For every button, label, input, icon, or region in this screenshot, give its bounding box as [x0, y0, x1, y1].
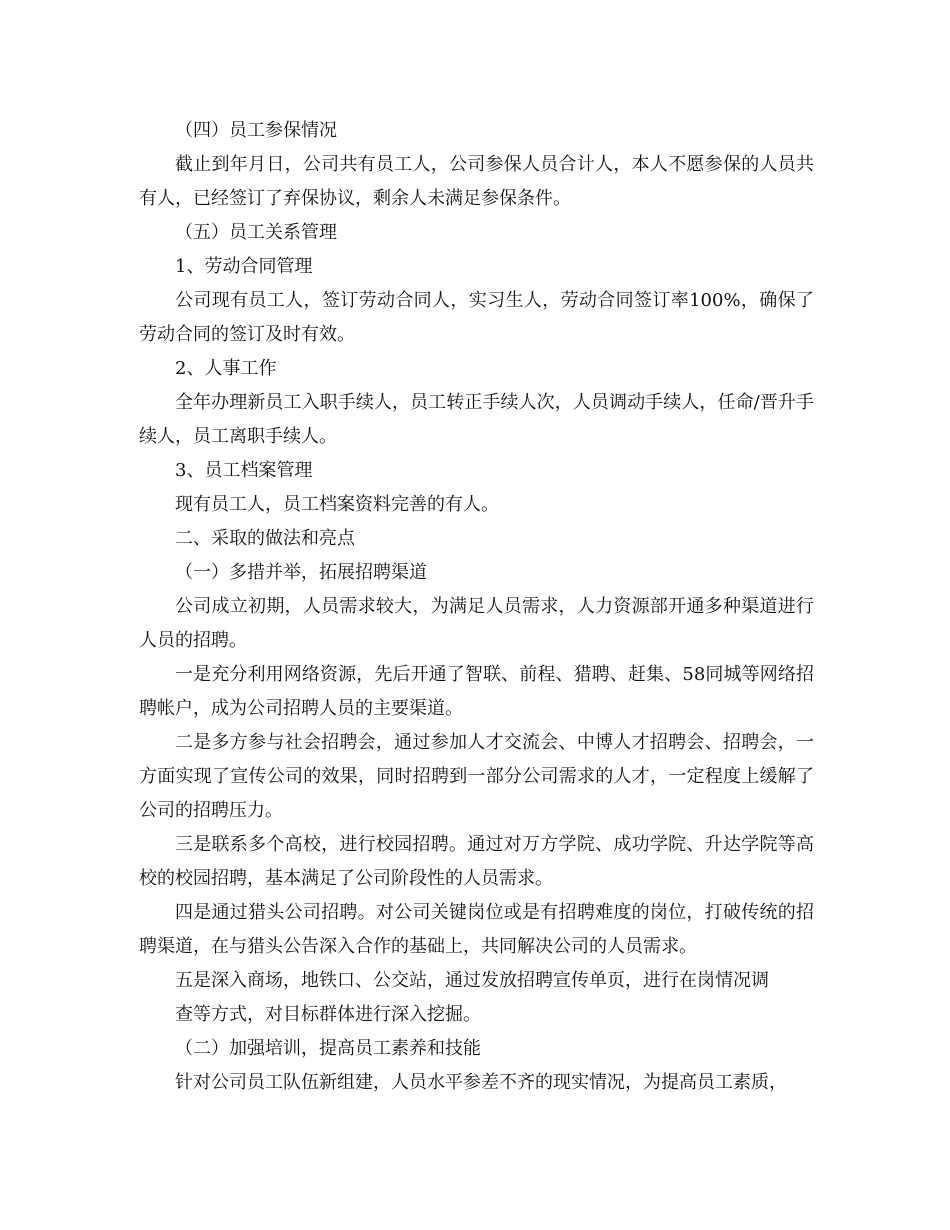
- paragraph-personnel: 全年办理新员工入职手续人，员工转正手续人次，人员调动手续人，任命/晋升手续人，员工离职手续人。: [139, 392, 814, 447]
- paragraph-recruitment-online: 一是充分利用网络资源，先后开通了智联、前程、猎聘、赶集、58同城等网络招聘帐户，成为公司招聘人员的主要渠道。: [139, 664, 814, 719]
- paragraph-recruitment-flyers: 五是深入商场，地铁口、公交站，通过发放招聘宣传单页，进行在岗情况调: [175, 970, 769, 991]
- subheading-labor-contract: 1、劳动合同管理: [175, 256, 313, 277]
- paragraph-recruitment-fairs: 二是多方参与社会招聘会，通过参加人才交流会、中博人才招聘会、招聘会，一方面实现了宣传公司的效果，同时招聘到一部分公司需求的人才，一定程度上缓解了公司的招聘压力。: [139, 732, 814, 821]
- subheading-recruitment: （一）多措并举，拓展招聘渠道: [175, 562, 427, 583]
- section-heading-practices: 二、采取的做法和亮点: [175, 528, 355, 549]
- section-heading-insurance: （四）员工参保情况: [175, 120, 337, 141]
- subheading-personnel: 2、人事工作: [175, 358, 277, 379]
- paragraph-recruitment-flyers-cont: 查等方式，对目标群体进行深入挖掘。: [175, 1004, 481, 1025]
- subheading-archives: 3、员工档案管理: [175, 460, 313, 481]
- section-heading-relations: （五）员工关系管理: [175, 222, 337, 243]
- paragraph-recruitment-campus: 三是联系多个高校，进行校园招聘。通过对万方学院、成功学院、升达学院等高校的校园招聘，基本满足了公司阶段性的人员需求。: [139, 834, 814, 889]
- paragraph-recruitment-headhunter: 四是通过猎头公司招聘。对公司关键岗位或是有招聘难度的岗位，打破传统的招聘渠道，在与猎头公告深入合作的基础上，共同解决公司的人员需求。: [139, 902, 814, 957]
- paragraph-insurance: 截止到年月日，公司共有员工人，公司参保人员合计人，本人不愿参保的人员共有人，已经签订了弃保协议，剩余人未满足参保条件。: [139, 154, 814, 209]
- paragraph-archives: 现有员工人，员工档案资料完善的有人。: [175, 494, 499, 515]
- paragraph-labor-contract: 公司现有员工人，签订劳动合同人，实习生人，劳动合同签订率100%，确保了劳动合同的签订及时有效。: [139, 290, 814, 345]
- paragraph-training: 针对公司员工队伍新组建，人员水平参差不齐的现实情况，为提高员工素质，: [175, 1072, 787, 1093]
- subheading-training: （二）加强培训，提高员工素养和技能: [175, 1038, 481, 1059]
- paragraph-recruitment-intro: 公司成立初期，人员需求较大，为满足人员需求，人力资源部开通多种渠道进行人员的招聘。: [139, 596, 814, 651]
- document-body: [139, 114, 814, 1100]
